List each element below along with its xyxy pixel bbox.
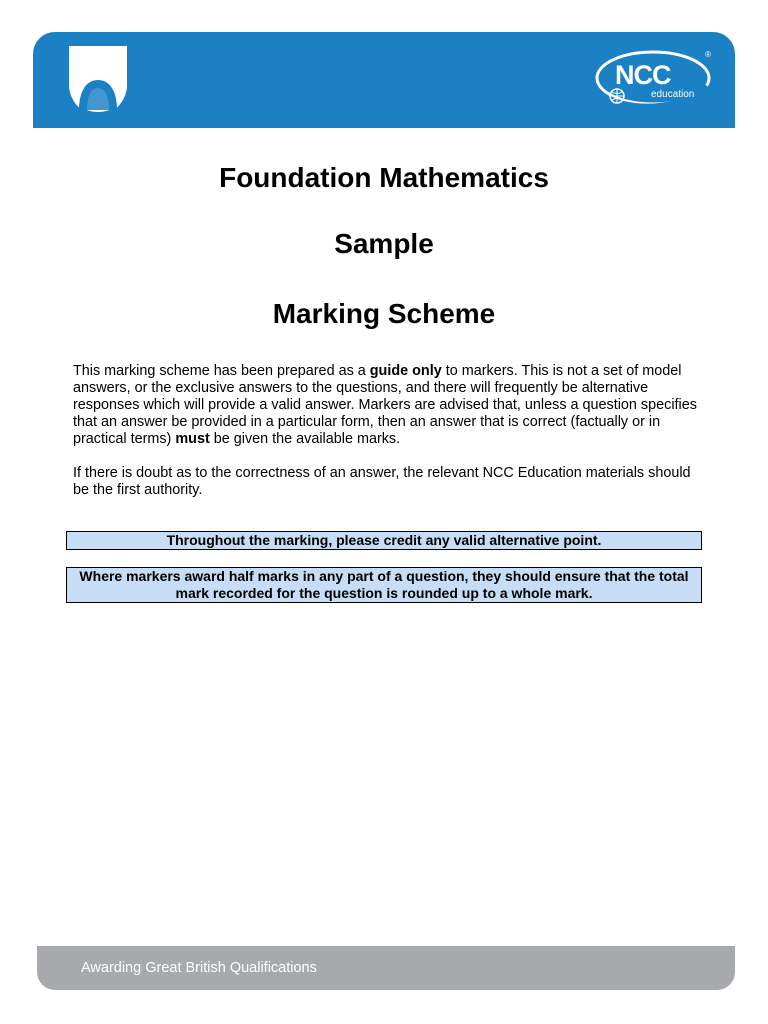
intro-text-a: This marking scheme has been prepared as a — [73, 363, 370, 379]
intro-text-c: be given the available marks. — [209, 431, 401, 447]
header-band — [33, 32, 735, 128]
title-line-3: Marking Scheme — [272, 298, 496, 329]
intro-emphasis-guide-only: guide only — [369, 363, 442, 379]
authority-paragraph: If there is doubt as to the correctness of an answer, the relevant NCC Education materials should be the first authority. — [73, 465, 691, 498]
ncc-education-logo — [595, 46, 715, 114]
registered-mark: ® — [705, 50, 711, 59]
shield-icon — [65, 44, 131, 120]
notice-valid-alternative: Throughout the marking, please credit any valid alternative point. — [66, 531, 702, 550]
intro-emphasis-must: must — [175, 431, 210, 447]
notice-half-marks: Where markers award half marks in any part of a question, they should ensure that the total mark recorded for the question is rounded up to a whole mark. — [66, 567, 702, 603]
intro-paragraph — [73, 363, 703, 448]
footer-band — [37, 946, 735, 990]
logo-subtext: education — [651, 89, 695, 100]
title-line-1: Foundation Mathematics — [219, 162, 549, 193]
title-line-2: Sample — [334, 228, 434, 259]
footer-tagline: Awarding Great British Qualifications — [81, 960, 317, 976]
intro-text-b: to markers. This is not a set of model answers, or the exclusive answers to the questions, and there will frequently be alternative responses which will provide a valid answer. Markers are advised that, unless a question specifies that an answer be provided in a particular form, then an answer that is correct (factually or in practical terms) — [73, 363, 697, 447]
logo-wordmark: NCC — [615, 60, 671, 90]
